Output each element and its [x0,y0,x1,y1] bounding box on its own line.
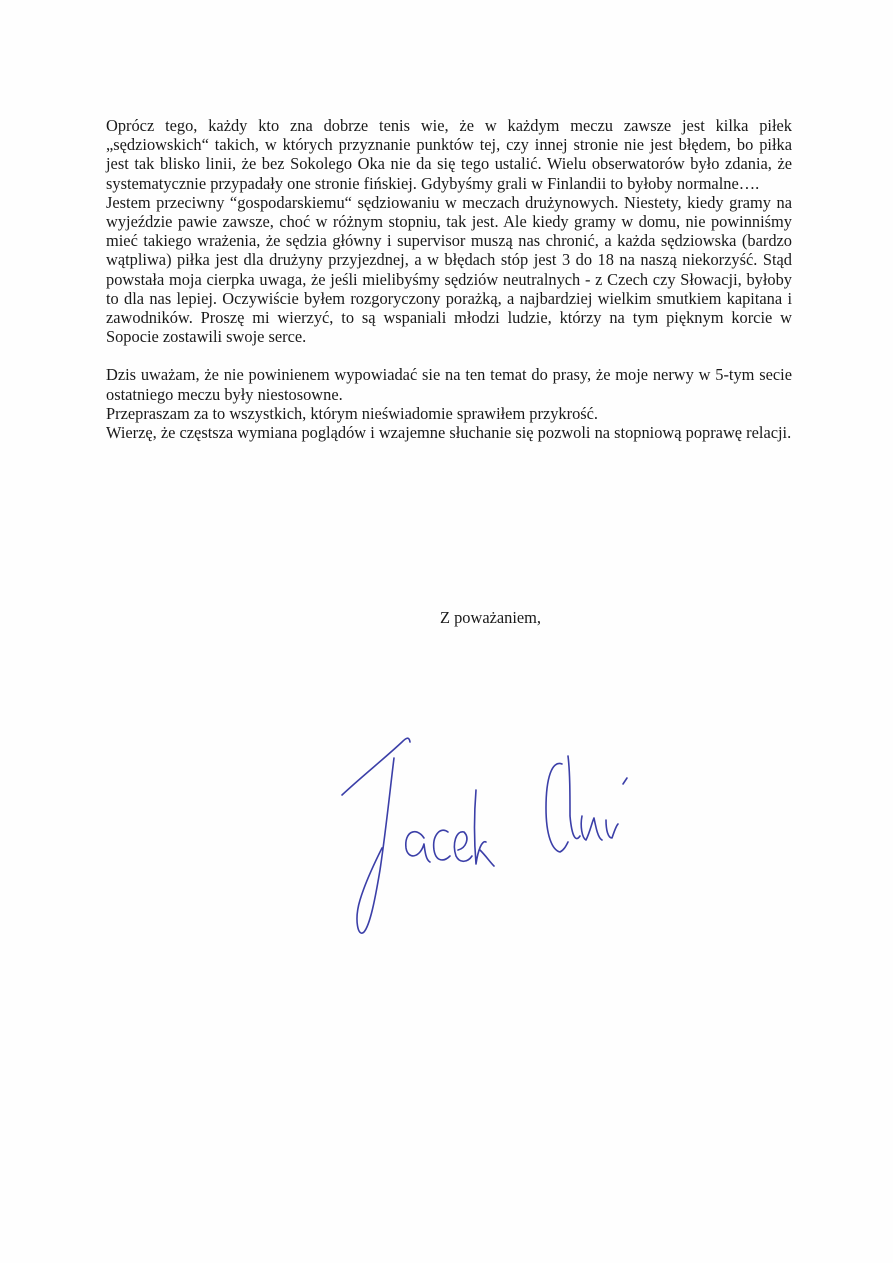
handwritten-signature [330,720,650,950]
letter-body [106,116,792,442]
paragraph-4: Przepraszam za to wszystkich, którym nieświadomie sprawiłem przykrość. [106,403,599,423]
closing-salutation: Z poważaniem, [440,608,542,627]
paragraph-gap [106,346,792,365]
paragraph-2: Jestem przeciwny “gospodarskiemu“ sędziowaniu w meczach drużynowych. Niestety, kiedy gramy na wyjeździe pawie zawsze, choć w różnym stopniu, tak jest. Ale kiedy gramy w domu, nie powinniśmy mieć takiego wrażenia, że sędzia główny i supervisor muszą nas chronić, a każda sędziowska (bardzo wątpliwa) piłka jest dla drużyny przyjezdnej, a w błędach stóp jest 3 do 18 na naszą niekorzyść. Stąd powstała moja cierpka uwaga, że jeśli mielibyśmy sędziów neutralnych - z Czech czy Słowacji, byłoby to dla nas lepiej. Oczywiście byłem rozgoryczony porażką, a najbardziej wielkim smutkiem kapitana i zawodników. Proszę mi wierzyć, to są wspaniali młodzi ludzie, którzy na tym pięknym korcie w Sopocie zostawili swoje serce. [106,192,792,347]
paragraph-3: Dzis uważam, że nie powinienem wypowiadać sie na ten temat do prasy, że moje nerwy w 5-tym secie ostatniego meczu były niestosowne. [106,365,792,404]
paragraph-1: Oprócz tego, każdy kto zna dobrze tenis wie, że w każdym meczu zawsze jest kilka piłek „sędziowskich“ takich, w których przyznanie punktów tej, czy innej stronie nie jest błędem, bo piłka jest tak blisko linii, że bez Sokolego Oka nie da się tego ustalić. Wielu obserwatorów było zdania, że systematycznie przypadały one stronie fińskiej. Gdybyśmy grali w Finlandii to byłoby normalne…. [106,116,792,193]
paragraph-5: Wierzę, że częstsza wymiana poglądów i wzajemne słuchanie się pozwoli na stopniową poprawę relacji. [106,423,792,443]
